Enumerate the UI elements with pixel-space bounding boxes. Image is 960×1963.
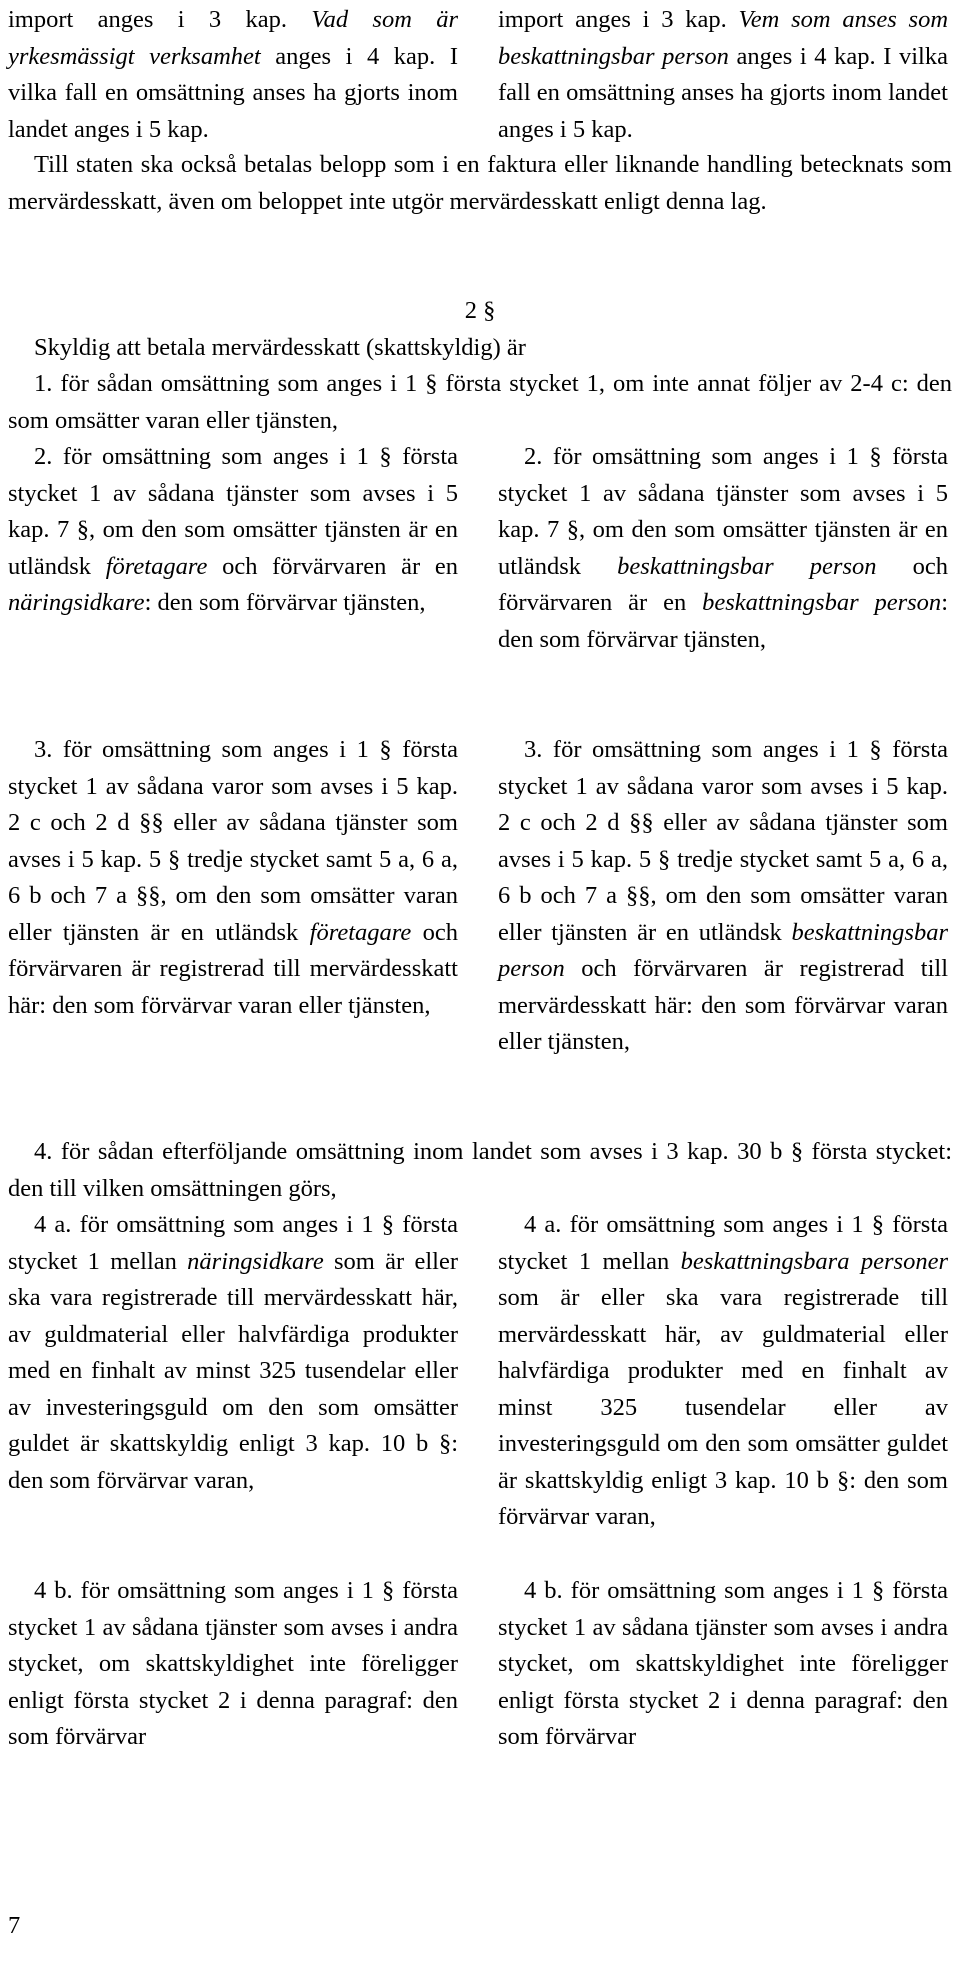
section-number: 2 § (464, 297, 496, 324)
item-2-right: 2. för omsättning som anges i 1 § första stycket 1 av sådana tjänster som avses i 5 kap. 7 §, om den som omsätter tjänsten är en utländsk beskattningsbar person och förvärvaren är en beskattningsbar person: den som förvärvar tjänsten, (498, 443, 948, 653)
item-4b-left: 4 b. för omsättning som anges i 1 § första stycket 1 av sådana tjänster som avses i andra stycket, om skattskyldighet inte föreligger enligt första stycket 2 i denna paragraf: den som förvärvar (8, 1577, 458, 1750)
intro-right-text: import anges i 3 kap. Vem som anses som beskattningsbar person anges i 4 kap. I vilka fall en omsättning anses ha gjorts inom landet anges i 5 kap. (498, 6, 949, 143)
till-staten-paragraph: Till staten ska också betalas belopp som i en faktura eller liknande handling betecknats som mervärdesskatt, även om beloppet inte utgör mervärdesskatt enligt denna lag. (8, 151, 952, 215)
item-2-right-column (498, 439, 948, 658)
item-3-left-column (8, 732, 458, 1024)
item-2-left-column (8, 439, 458, 622)
item-4b-left-column (8, 1573, 458, 1756)
item-1: 1. för sådan omsättning som anges i 1 § första stycket 1, om inte annat följer av 2-4 c: den som omsätter varan eller tjänsten, (8, 370, 952, 434)
item-4b-right: 4 b. för omsättning som anges i 1 § första stycket 1 av sådana tjänster som avses i andra stycket, om skattskyldighet inte föreligger enligt första stycket 2 i denna paragraf: den som förvärvar (498, 1577, 948, 1750)
item-3-left: 3. för omsättning som anges i 1 § första stycket 1 av sådana varor som avses i 5 kap. 2 c och 2 d §§ eller av sådana tjänster som avses i 5 kap. 5 § tredje stycket samt 5 a, 6 a, 6 b och 7 a §§, om den som omsätter varan eller tjänsten är en utländsk företagare och förvärvaren är registrerad till mervärdesskatt här: den som förvärvar varan eller tjänsten, (8, 736, 459, 1019)
item-4a-left: 4 a. för omsättning som anges i 1 § första stycket 1 mellan näringsidkare som är eller ska vara registrerade till mervärdesskatt här, av guldmaterial eller halvfärdiga produkter med en finhalt av minst 325 tusendelar eller av investeringsguld om den som omsätter guldet är skattskyldig enligt 3 kap. 10 b §: den som förvärvar varan, (8, 1211, 458, 1494)
intro-left-column (8, 2, 458, 148)
item-4a-right-column (498, 1207, 948, 1536)
item-4a-right: 4 a. för omsättning som anges i 1 § första stycket 1 mellan beskattningsbara personer som är eller ska vara registrerade till mervärdesskatt här, av guldmaterial eller halvfärdiga produkter med en finhalt av minst 325 tusendelar eller av investeringsguld om den som omsätter guldet är skattskyldig enligt 3 kap. 10 b §: den som förvärvar varan, (498, 1211, 948, 1530)
item-4b-right-column (498, 1573, 948, 1756)
section-intro: Skyldig att betala mervärdesskatt (skattskyldig) är (34, 334, 526, 361)
item-4a-left-column (8, 1207, 458, 1499)
intro-left-text: import anges i 3 kap. Vad som är yrkesmässigt verksamhet anges i 4 kap. I vilka fall en omsättning anses ha gjorts inom landet anges i 5 kap. (8, 6, 459, 143)
item-2-left: 2. för omsättning som anges i 1 § första stycket 1 av sådana tjänster som avses i 5 kap. 7 §, om den som omsätter tjänsten är en utländsk företagare och förvärvaren är en näringsidkare: den som förvärvar tjänsten, (8, 443, 458, 616)
item-4: 4. för sådan efterföljande omsättning inom landet som avses i 3 kap. 30 b § första stycket: den till vilken omsättningen görs, (8, 1138, 952, 1202)
intro-right-column (498, 2, 948, 148)
item-3-right-column (498, 732, 948, 1061)
page-number: 7 (8, 1912, 21, 1939)
item-3-right: 3. för omsättning som anges i 1 § första stycket 1 av sådana varor som avses i 5 kap. 2 c och 2 d §§ eller av sådana tjänster som avses i 5 kap. 5 § tredje stycket samt 5 a, 6 a, 6 b och 7 a §§, om den som omsätter varan eller tjänsten är en utländsk beskattningsbar person och förvärvaren är registrerad till mervärdesskatt här: den som förvärvar varan eller tjänsten, (498, 736, 948, 1055)
